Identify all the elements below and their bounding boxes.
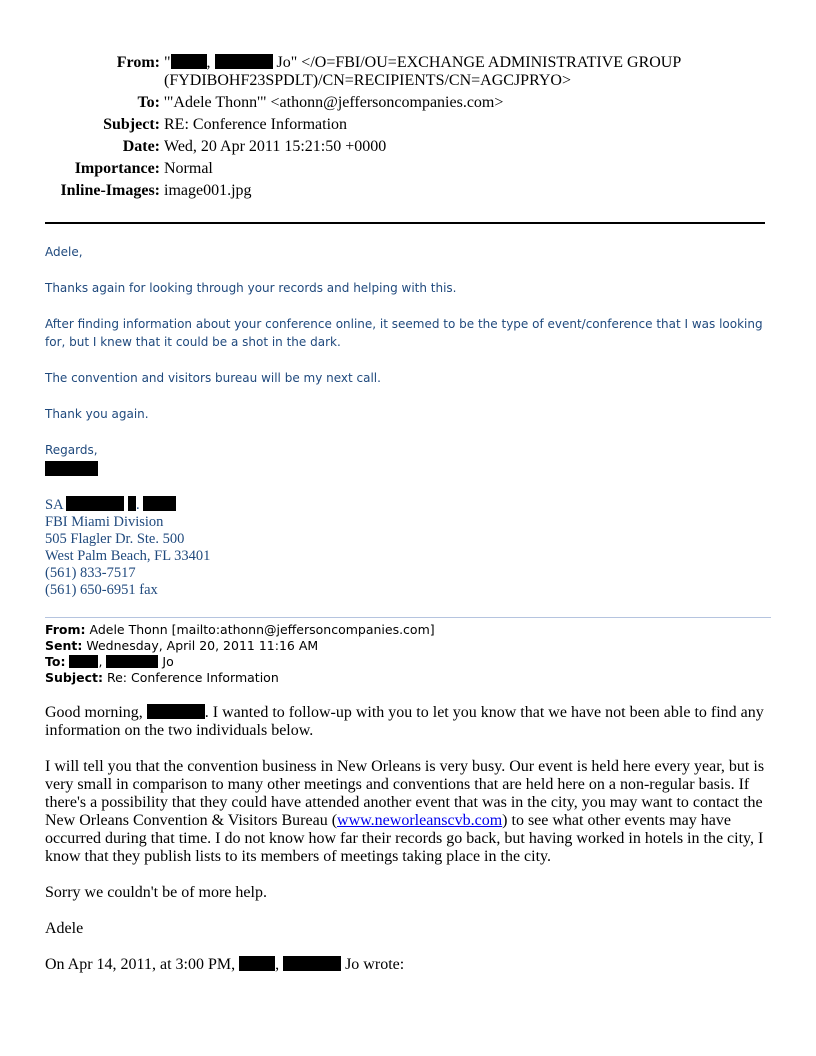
to-label: To: xyxy=(137,94,160,111)
from-value: " , Jo" </O=FBI/OU=EXCHANGE ADMINISTRATIVE GROUP xyxy=(164,54,682,71)
date-label: Date: xyxy=(122,138,160,155)
reply-paragraph: After finding information about your conference online, it seemed to be the type of event/conference that I was looking for, but I knew that it could be a shot in the dark. xyxy=(45,317,763,349)
redaction xyxy=(171,54,207,69)
header-divider xyxy=(45,222,765,224)
date-value: Wed, 20 Apr 2011 15:21:50 +0000 xyxy=(164,138,387,155)
signature-line: West Palm Beach, FL 33401 xyxy=(45,548,211,564)
cvb-link[interactable]: www.neworleanscvb.com xyxy=(337,812,503,829)
signature-line: 505 Flagler Dr. Ste. 500 xyxy=(45,531,185,547)
importance-label: Importance: xyxy=(74,160,160,177)
reply-closing: Regards, xyxy=(45,443,98,457)
forward-divider xyxy=(45,617,771,618)
forwarded-header: From: Adele Thonn [mailto:athonn@jeffersoncompanies.com] Sent: Wednesday, April 20, 2011 11:16 AM To: , Jo Subject: Re: Conference Information xyxy=(45,622,435,685)
to-value: '"Adele Thonn'" <athonn@jeffersoncompanies.com> xyxy=(164,94,504,111)
reply-greeting: Adele, xyxy=(45,245,83,259)
original-paragraph: Sorry we couldn't be of more help. xyxy=(45,884,267,901)
reply-paragraph: Thank you again. xyxy=(45,407,149,421)
redaction xyxy=(215,54,273,69)
original-paragraph: I will tell you that the convention business in New Orleans is very busy. Our event is held here every year, but is very small in comparison to many other meetings and conventions that are held here on a non-regular basis. If there's a possibility that they could have attended another event that was in the city, you may want to contact the New Orleans Convention & Visitors Bureau (www.neworleanscvb.com) to see what other events may have occurred during that time. I do not know how far their records go back, but having worked in hotels in the city, I know that they publish lists to its members of meetings taking place in the city. xyxy=(45,758,765,865)
original-signoff: Adele xyxy=(45,920,84,937)
reply-paragraph: Thanks again for looking through your records and helping with this. xyxy=(45,281,457,295)
original-paragraph: Good morning, . I wanted to follow-up with you to let you know that we have not been able to find any information on the two individuals below. xyxy=(45,704,764,739)
subject-label: Subject: xyxy=(103,116,160,133)
redaction xyxy=(128,496,136,511)
quote-attribution: On Apr 14, 2011, at 3:00 PM, , Jo wrote: xyxy=(45,956,405,973)
redaction xyxy=(106,655,158,668)
signature-line: (561) 833-7517 xyxy=(45,565,136,581)
email-header xyxy=(0,54,816,204)
redaction xyxy=(147,704,205,719)
redaction xyxy=(143,496,176,511)
redaction xyxy=(239,956,275,971)
signature-line: FBI Miami Division xyxy=(45,514,164,530)
redaction xyxy=(283,956,341,971)
reply-paragraph: The convention and visitors bureau will be my next call. xyxy=(45,371,381,385)
signature-line: (561) 650-6951 fax xyxy=(45,582,158,598)
redaction xyxy=(45,461,98,476)
subject-value: RE: Conference Information xyxy=(164,116,348,133)
redaction xyxy=(66,496,124,511)
importance-value: Normal xyxy=(164,160,213,177)
from-value-line2: (FYDIBOHF23SPDLT)/CN=RECIPIENTS/CN=AGCJPRYO> xyxy=(164,72,571,89)
redaction xyxy=(69,655,98,668)
inline-images-label: Inline-Images: xyxy=(60,182,160,199)
from-label: From: xyxy=(116,54,160,71)
inline-images-value: image001.jpg xyxy=(164,182,252,199)
signature: SA . FBI Miami Division 505 Flagler Dr. Ste. 500 West Palm Beach, FL 33401 (561) 833-7517 (561) 650-6951 fax xyxy=(45,497,211,598)
